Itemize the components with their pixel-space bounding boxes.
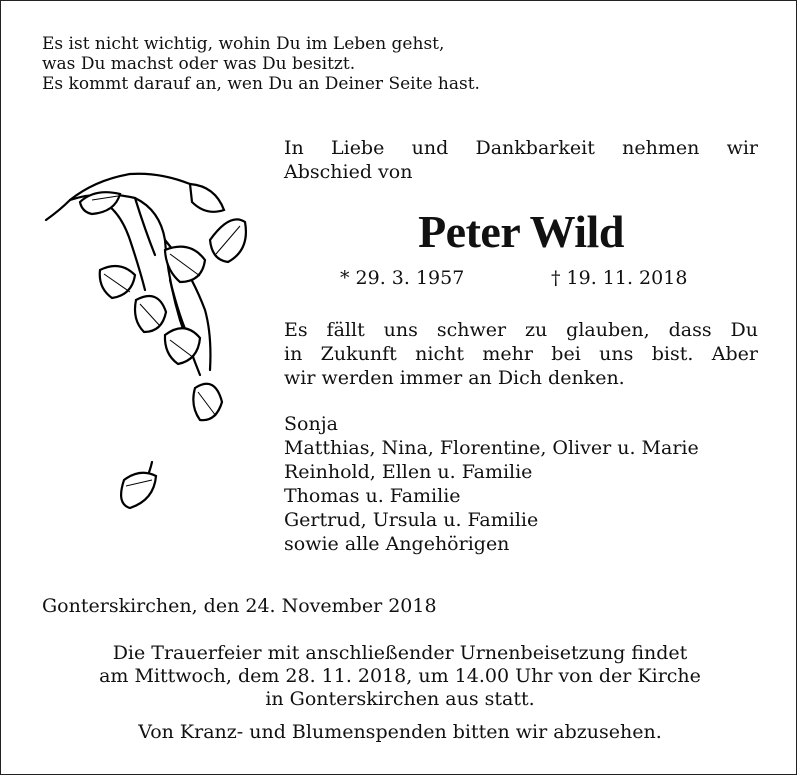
mourner-entry: Gertrud, Ursula u. Familie [284, 509, 539, 531]
birth-date: * 29. 3. 1957 [340, 267, 465, 289]
quote-line: Es kommt darauf an, wen Du an Deiner Seite hast. [42, 74, 480, 94]
message-line: in Zukunft nicht mehr bei uns bist. Aber [284, 343, 758, 365]
quote-line: was Du machst oder was Du besitzt. [42, 54, 356, 74]
donation-note: Von Kranz- und Blumenspenden bitten wir abzusehen. [138, 721, 662, 743]
deceased-name: Peter Wild [418, 206, 624, 257]
place-and-date: Gonterskirchen, den 24. November 2018 [42, 595, 437, 617]
mourners-list [284, 412, 764, 556]
intro-line: Abschied von [284, 161, 413, 183]
farewell-message [284, 318, 758, 390]
funeral-line: in Gonterskirchen aus statt. [265, 688, 535, 710]
funeral-line: Die Trauerfeier mit anschließender Urnenbeisetzung findet [112, 642, 688, 664]
intro-text [284, 136, 758, 184]
message-line: wir werden immer an Dich denken. [284, 367, 625, 389]
message-line: Es fällt uns schwer zu glauben, dass Du [284, 319, 758, 341]
quote-line: Es ist nicht wichtig, wohin Du im Leben gehst, [42, 34, 445, 54]
intro-line: In Liebe und Dankbarkeit nehmen wir [284, 137, 758, 159]
funeral-notice [0, 642, 800, 711]
mourner-entry: sowie alle Angehörigen [284, 533, 510, 555]
opening-quote [42, 34, 602, 94]
leaf-branch-icon [40, 170, 260, 530]
death-date: † 19. 11. 2018 [551, 267, 688, 289]
funeral-line: am Mittwoch, dem 28. 11. 2018, um 14.00 Uhr von der Kirche [99, 665, 701, 687]
mourner-entry: Matthias, Nina, Florentine, Oliver u. Marie [284, 437, 699, 459]
mourner-entry: Thomas u. Familie [284, 485, 461, 507]
mourner-entry: Reinhold, Ellen u. Familie [284, 461, 533, 483]
mourner-entry: Sonja [284, 413, 338, 435]
